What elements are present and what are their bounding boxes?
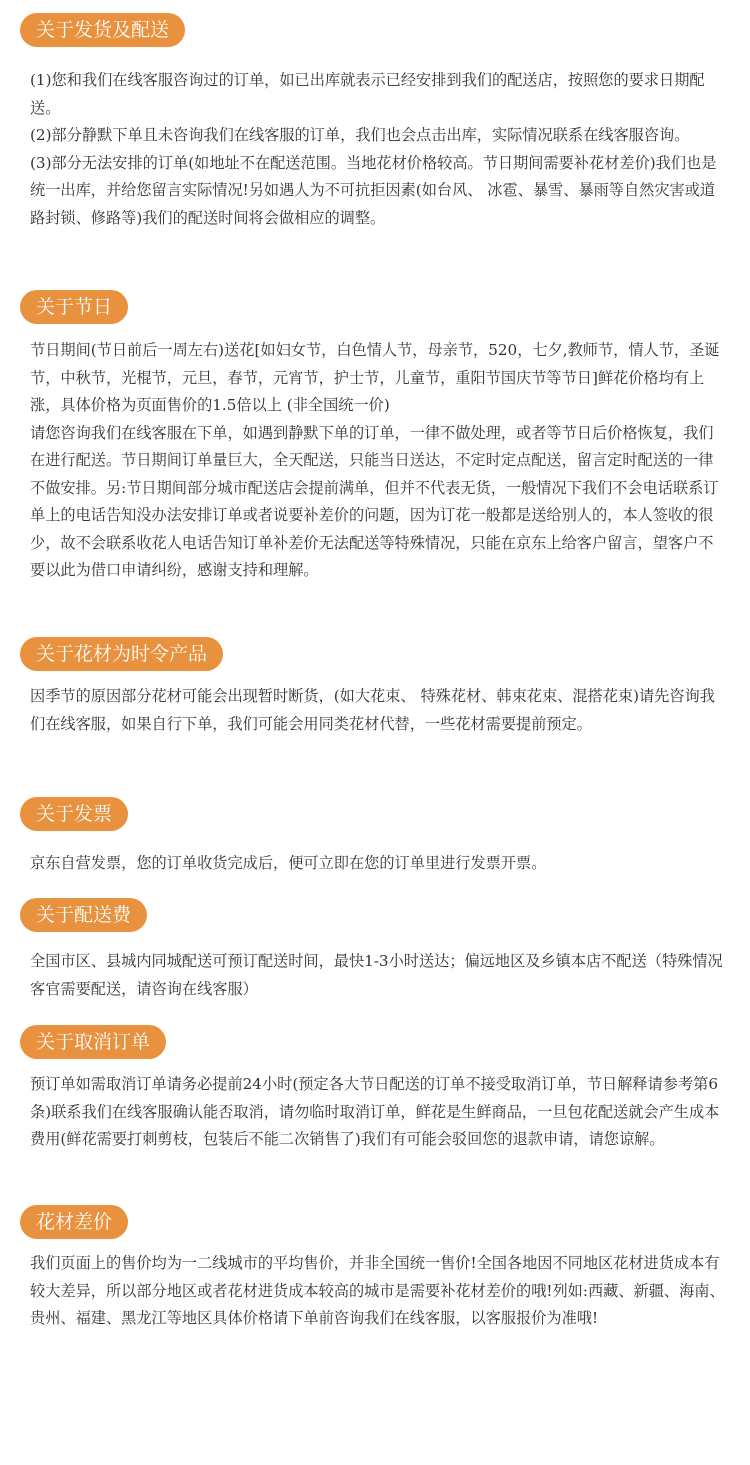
paragraph: 我们页面上的售价均为一二线城市的平均售价，并非全国统一售价!全国各地因不同地区花材进货成本有较大差异，所以部分地区或者花材进货成本较高的城市是需要补花材差价的哦!列如:西藏、新疆、海南、贵州、福建、黑龙江等地区具体价格请下单前咨询我们在线客服，以客服报价为准哦! xyxy=(30,1254,725,1327)
paragraph: (3)部分无法安排的订单(如地址不在配送范围。当地花材价格较高。节日期间需要补花材差价)我们也是统一出库，并给您留言实际情况!另如遇人为不可抗拒因素(如台风、 冰雹、暴雪、暴雨等自然灾害或道路封锁、修路等)我们的配送时间将会做相应的调整。 xyxy=(30,153,717,227)
paragraph: 预订单如需取消订单请务必提前24小时(预定各大节日配送的订单不接受取消订单，节日解释请参考第6条)联系我们在线客服确认能否取消，请勿临时取消订单，鲜花是生鲜商品，一旦包花配送就会产生成本费用(鲜花需要打刺剪枝，包装后不能二次销售了)我们有可能会驳回您的退款申请，请您谅解。 xyxy=(30,1075,720,1148)
section-heading-cancel-order: 关于取消订单 xyxy=(20,1025,166,1059)
paragraph: 全国市区、县城内同城配送可预订配送时间，最快1-3小时送达；偏远地区及乡镇本店不配送（特殊情况客官需要配送，请咨询在线客服） xyxy=(30,952,723,998)
section-body-cancel-order xyxy=(30,1071,725,1154)
section-body-delivery-fee xyxy=(30,948,725,1003)
section-heading-price-difference: 花材差价 xyxy=(20,1205,128,1239)
section-body-invoice xyxy=(30,850,725,878)
paragraph: 请您咨询我们在线客服在下单，如遇到静默下单的订单，一律不做处理，或者等节日后价格恢复，我们在进行配送。节日期间订单量巨大，全天配送，只能当日送达，不定时定点配送，留言定时配送的一律不做安排。另:节日期间部分城市配送店会提前满单，但并不代表无货，一般情况下我们不会电话联系订单上的电话告知没办法安排订单或者说要补差价的问题，因为订花一般都是送给别人的，本人签收的很少，故不会联系收花人电话告知订单补差价无法配送等特殊情况，只能在京东上给客户留言，望客户不要以此为借口申请纠纷，感谢支持和理解。 xyxy=(30,423,719,579)
paragraph: 节日期间(节日前后一周左右)送花[如妇女节，白色情人节，母亲节，520，七夕,教师节，情人节，圣诞节，中秋节，光棍节，元旦，春节，元宵节，护士节，儿童节，重阳节国庆节等节日]鲜花价格均有上涨，具体价格为页面售价的1.5倍以上 (非全国统一价) xyxy=(30,341,720,414)
paragraph: (1)您和我们在线客服咨询过的订单，如已出库就表示已经安排到我们的配送店，按照您的要求日期配送。 xyxy=(30,71,705,117)
section-heading-shipping: 关于发货及配送 xyxy=(20,13,185,47)
paragraph: (2)部分静默下单且未咨询我们在线客服的订单，我们也会点击出库，实际情况联系在线客服咨询。 xyxy=(30,126,690,144)
section-heading-delivery-fee: 关于配送费 xyxy=(20,898,147,932)
section-body-shipping xyxy=(30,67,725,232)
section-body-holidays xyxy=(30,337,725,585)
section-body-price-difference xyxy=(30,1250,725,1333)
paragraph: 因季节的原因部分花材可能会出现暂时断货，(如大花束、 特殊花材、韩束花束、混搭花束)请先咨询我们在线客服，如果自行下单，我们可能会用同类花材代替，一些花材需要提前预定。 xyxy=(30,687,715,733)
section-heading-invoice: 关于发票 xyxy=(20,797,128,831)
section-body-seasonal xyxy=(30,683,725,738)
section-heading-holidays: 关于节日 xyxy=(20,290,128,324)
paragraph: 京东自营发票，您的订单收货完成后，便可立即在您的订单里进行发票开票。 xyxy=(30,854,547,872)
section-heading-seasonal: 关于花材为时令产品 xyxy=(20,637,223,671)
